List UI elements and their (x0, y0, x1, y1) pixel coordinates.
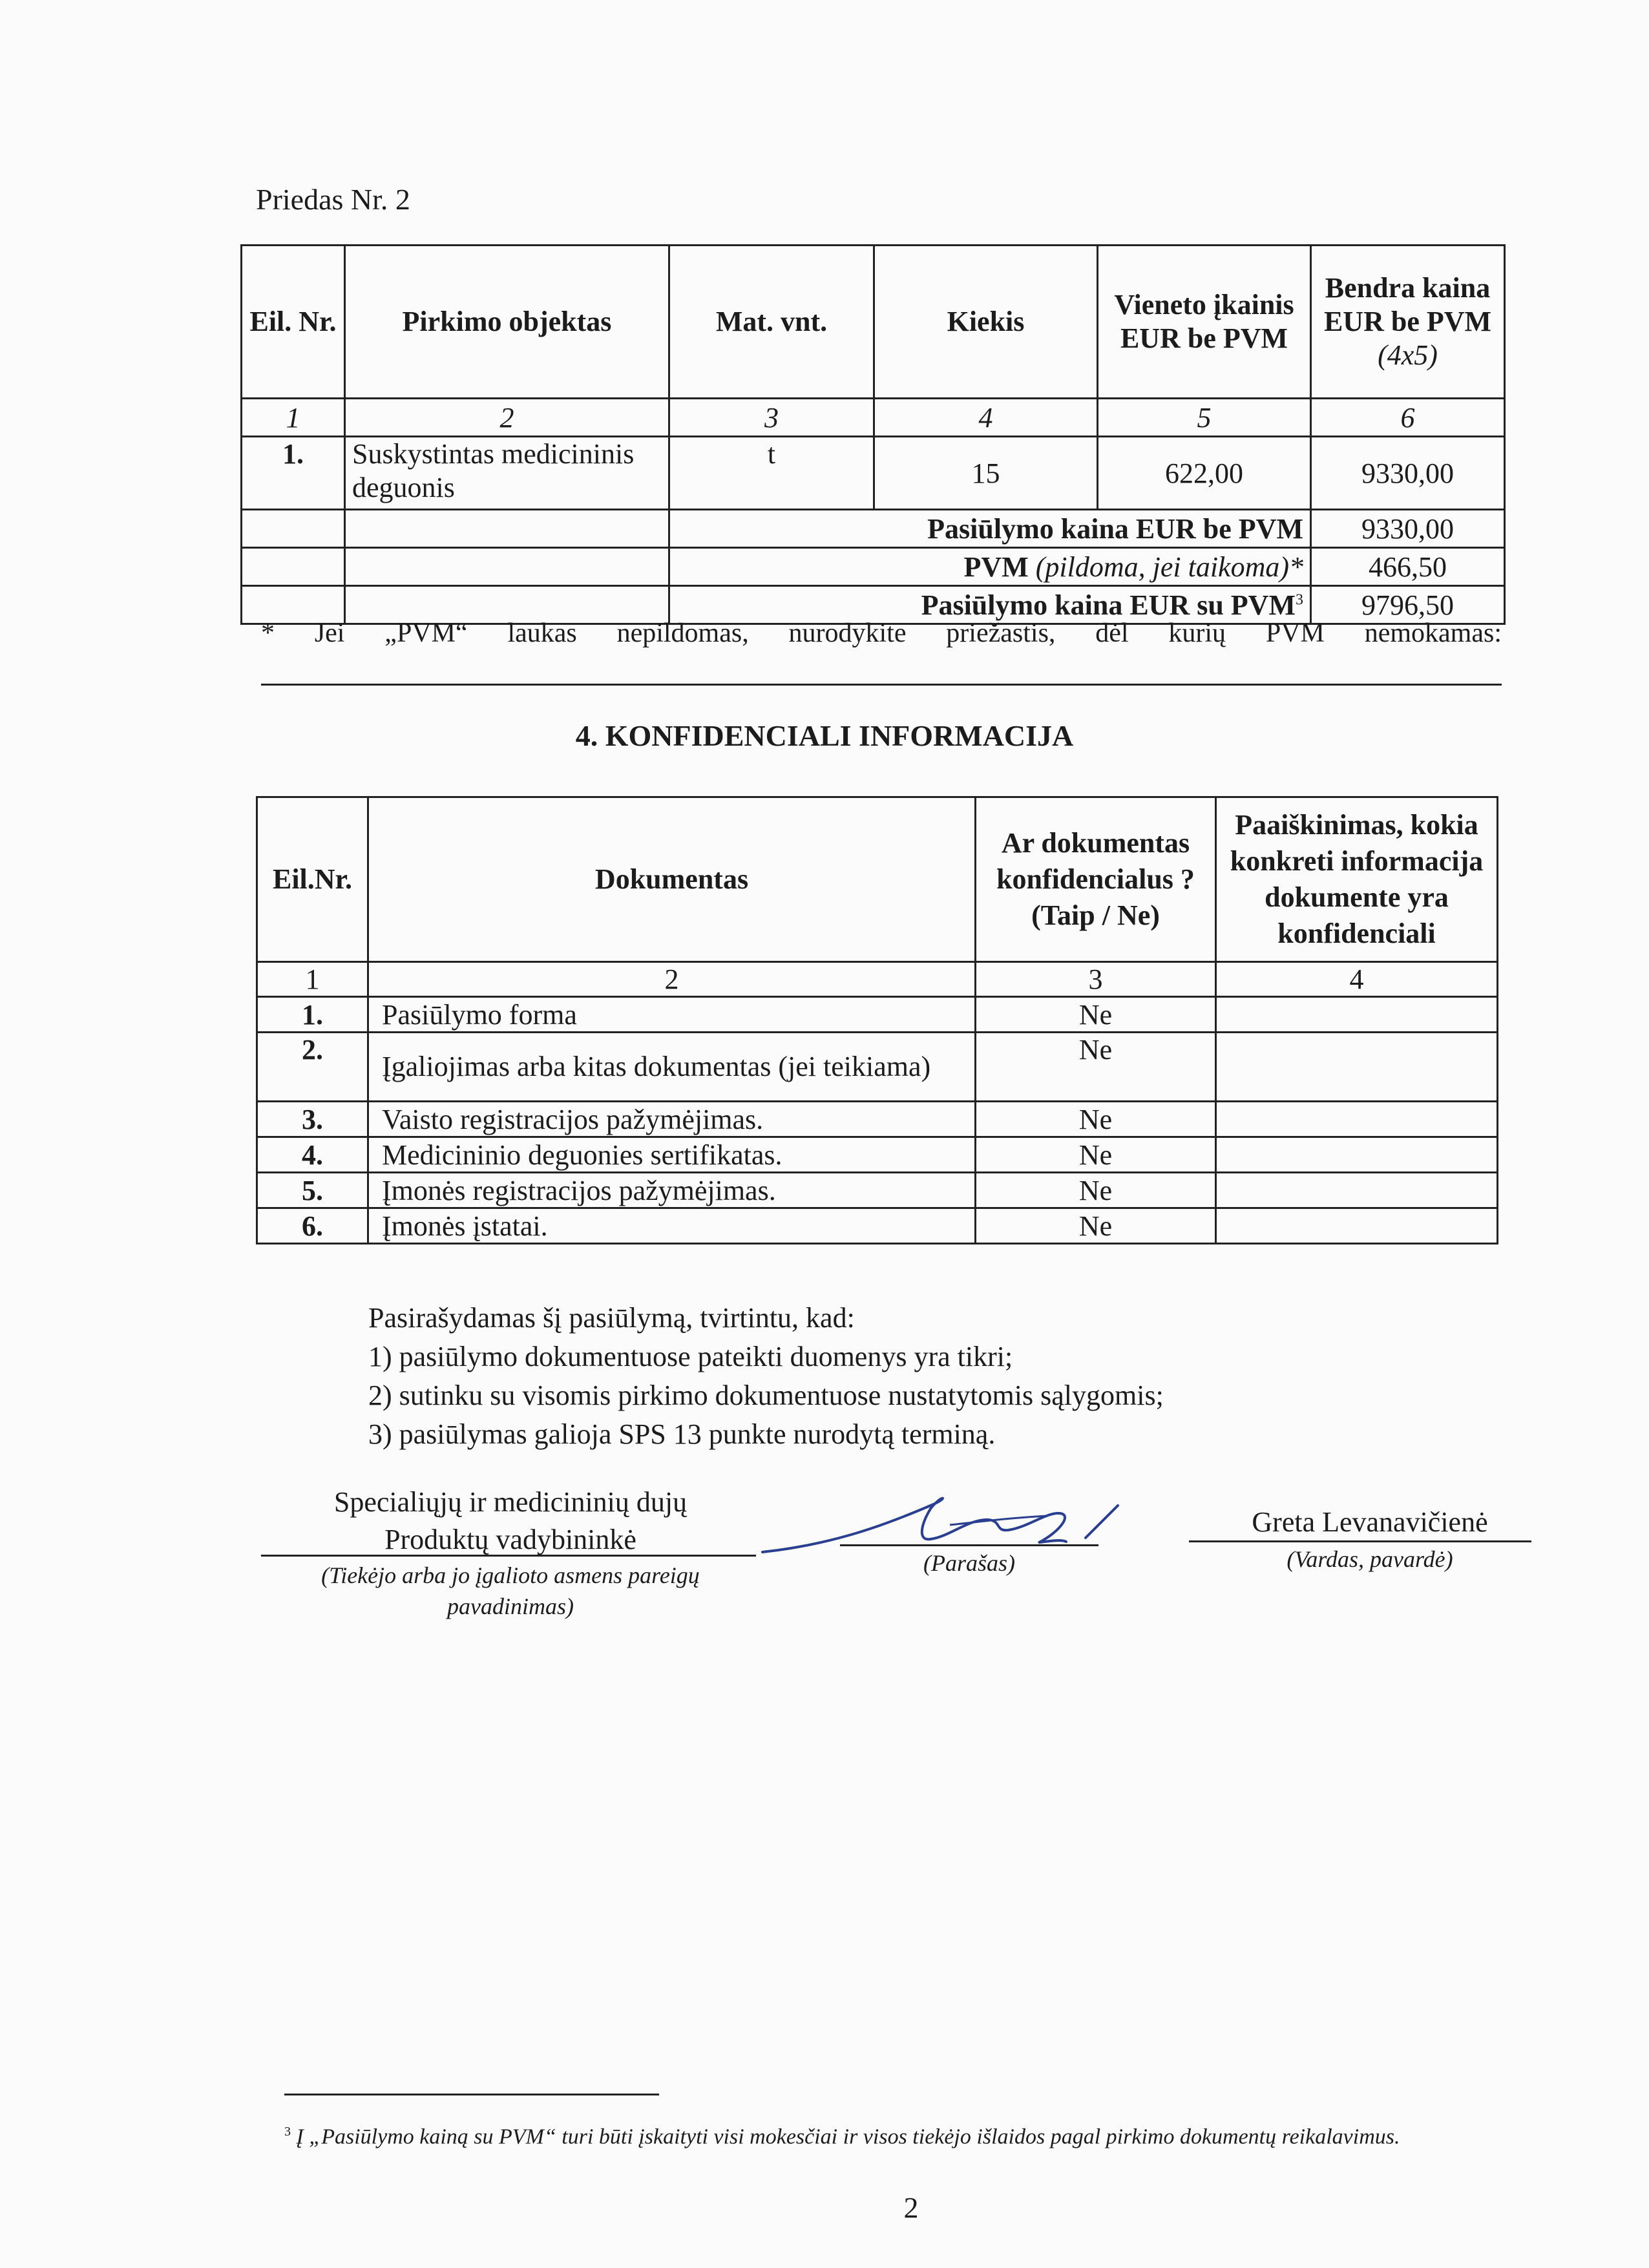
name-line (1189, 1540, 1531, 1542)
row-number: 3. (257, 1102, 368, 1137)
row-confidential: Ne (976, 1137, 1216, 1173)
vat-note: * Jei „PVM“ laukas nepildomas, nurodykite priežastis, dėl kurių PVM nemokamas: (261, 618, 1502, 648)
signer-name: Greta Levanavičienė (1252, 1506, 1488, 1538)
footnote (284, 2112, 1499, 2157)
summary-row (242, 548, 1505, 586)
row-confidential: Ne (976, 1173, 1216, 1208)
summary-label: Pasiūlymo kaina EUR be PVM (669, 510, 1311, 548)
summary-row (242, 510, 1505, 548)
col-number: 1 (242, 399, 345, 437)
summary-label: PVM (pildoma, jei taikoma)* (669, 548, 1311, 586)
price-header-unit-price: Vieneto įkainis EUR be PVM (1098, 246, 1311, 399)
row-number: 1. (242, 437, 345, 510)
price-header-unit: Mat. vnt. (669, 246, 874, 399)
col-number: 4 (1216, 962, 1498, 997)
col-number: 6 (1311, 399, 1505, 437)
table-row (257, 1102, 1498, 1137)
row-number: 2. (257, 1033, 368, 1102)
summary-value: 9330,00 (1311, 510, 1505, 548)
footnote-text: Į „Pasiūlymo kainą su PVM“ turi būti įskaityti visi mokesčiai ir visos tiekėjo išlaidos pagal pirkimo dokumentų reikalavimus. (296, 2125, 1400, 2149)
confidential-table (256, 796, 1498, 1244)
conf-header-document: Dokumentas (368, 797, 976, 962)
section-title: 4. KONFIDENCIALI INFORMACIJA (575, 719, 1074, 752)
vat-note-line (261, 684, 1502, 686)
page-number: 2 (903, 2191, 919, 2224)
row-explanation (1216, 1033, 1498, 1102)
row-document: Pasiūlymo forma (368, 997, 976, 1033)
summary-label: Pasiūlymo kaina EUR su PVM$^3$ (669, 586, 1311, 624)
row-confidential: Ne (976, 997, 1216, 1033)
col-number: 2 (368, 962, 976, 997)
signer-position-line1: Specialiųjų ir medicininių dujų (333, 1486, 688, 1518)
summary-label-note: (pildoma, jei taikoma)* (1035, 551, 1303, 583)
signature-slash (1086, 1506, 1118, 1538)
row-number: 5. (257, 1173, 368, 1208)
price-table (240, 244, 1506, 625)
table-row (257, 997, 1498, 1033)
row-document: Medicininio deguonies sertifikatas. (368, 1137, 976, 1173)
row-confidential: Ne (976, 1102, 1216, 1137)
summary-value: 466,50 (1311, 548, 1505, 586)
signature-line (840, 1544, 1098, 1546)
col-number: 1 (257, 962, 368, 997)
row-document: Įgaliojimas arba kitas dokumentas (jei teikiama) (368, 1033, 976, 1102)
table-row (257, 1208, 1498, 1244)
row-document: Įmonės registracijos pažymėjimas. (368, 1173, 976, 1208)
row-document: Vaisto registracijos pažymėjimas. (368, 1102, 976, 1137)
row-explanation (1216, 997, 1498, 1033)
row-explanation (1216, 1102, 1498, 1137)
conf-header-no: Eil.Nr. (257, 797, 368, 962)
declaration-item: 1) pasiūlymo dokumentuose pateikti duomenys yra tikri; (368, 1341, 1013, 1372)
row-explanation (1216, 1137, 1498, 1173)
row-confidential: Ne (976, 1208, 1216, 1244)
declaration-intro: Pasirašydamas šį pasiūlymą, tvirtintu, kad: (368, 1302, 855, 1334)
col-number: 5 (1098, 399, 1311, 437)
position-line (261, 1555, 756, 1557)
price-header-no: Eil. Nr. (242, 246, 345, 399)
signer-position-line2: Produktų vadybininkė (384, 1524, 636, 1555)
position-caption: (Tiekėjo arba jo įgalioto asmens pareigų pavadinimas) (321, 1562, 700, 1619)
col-number: 3 (669, 399, 874, 437)
declaration (368, 1299, 1164, 1454)
price-header-formula: (4x5) (1378, 339, 1438, 371)
row-explanation (1216, 1173, 1498, 1208)
row-explanation (1216, 1208, 1498, 1244)
row-unit-price: 622,00 (1098, 437, 1311, 510)
row-confidential: Ne (976, 1033, 1216, 1102)
footnote-mark: 3 (1296, 591, 1303, 608)
row-number: 1. (257, 997, 368, 1033)
row-document: Įmonės įstatai. (368, 1208, 976, 1244)
conf-header-explanation: Paaiškinimas, kokia konkreti informacija dokumente yra konfidenciali (1216, 797, 1498, 962)
table-row (257, 1033, 1498, 1102)
row-number: 6. (257, 1208, 368, 1244)
declaration-item: 3) pasiūlymas galioja SPS 13 punkte nurodytą terminą. (368, 1418, 996, 1450)
col-number: 2 (345, 399, 669, 437)
conf-header-confidential: Ar dokumentas konfidencialus ? (Taip / Ne) (976, 797, 1216, 962)
row-quantity: 15 (874, 437, 1098, 510)
table-row (257, 1173, 1498, 1208)
name-caption: (Vardas, pavardė) (1287, 1546, 1453, 1572)
row-number: 4. (257, 1137, 368, 1173)
table-row (242, 437, 1505, 510)
footnote-separator (284, 2094, 659, 2095)
signer-position (258, 1484, 762, 1559)
col-number: 4 (874, 399, 1098, 437)
signature-caption: (Parašas) (923, 1550, 1015, 1576)
price-header-total: Bendra kaina EUR be PVM (4x5) (1311, 246, 1505, 399)
row-object: Suskystintas medicininis deguonis (345, 437, 669, 510)
col-number: 3 (976, 962, 1216, 997)
table-row (257, 1137, 1498, 1173)
declaration-item: 2) sutinku su visomis pirkimo dokumentuose nustatytomis sąlygomis; (368, 1380, 1164, 1411)
price-header-object: Pirkimo objektas (345, 246, 669, 399)
footnote-mark: 3 (284, 2125, 291, 2139)
price-header-quantity: Kiekis (874, 246, 1098, 399)
row-total: 9330,00 (1311, 437, 1505, 510)
summary-value: 9796,50 (1311, 586, 1505, 624)
row-unit: t (669, 437, 874, 510)
annex-title: Priedas Nr. 2 (256, 183, 410, 216)
